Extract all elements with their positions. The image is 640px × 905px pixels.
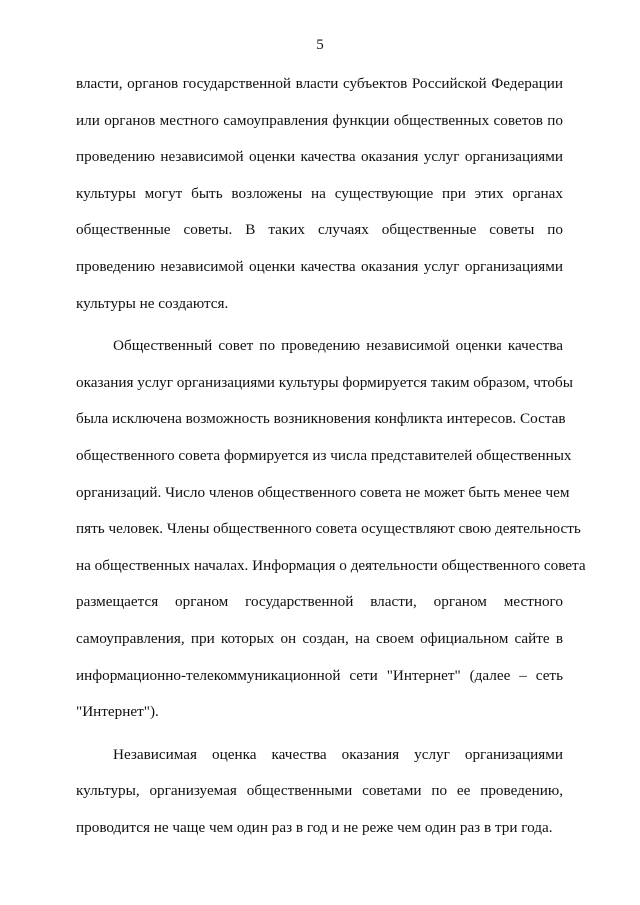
text-line: самоуправления, при которых он создан, на своем официальном сайте в bbox=[76, 629, 563, 647]
page-number: 5 bbox=[316, 37, 324, 53]
paragraph-2 bbox=[76, 335, 586, 738]
text-line: информационно-телекоммуникационной сети "Интернет" (далее – сеть bbox=[76, 666, 563, 684]
text-line: проводится не чаще чем один раз в год и не реже чем один раз в три года. bbox=[76, 818, 553, 836]
text-line: проведению независимой оценки качества оказания услуг организациями bbox=[76, 148, 563, 166]
text-line: "Интернет"). bbox=[76, 703, 159, 721]
text-line: была исключена возможность возникновения конфликта интересов. Состав bbox=[76, 410, 566, 428]
text-line: оказания услуг организациями культуры формируется таким образом, чтобы bbox=[76, 373, 573, 391]
text-line: проведению независимой оценки качества оказания услуг организациями bbox=[76, 257, 563, 275]
text-line: общественного совета формируется из числа представителей общественных bbox=[76, 446, 572, 464]
text-line: или органов местного самоуправления функции общественных советов по bbox=[76, 111, 563, 129]
document-body bbox=[76, 73, 586, 853]
text-line: пять человек. Члены общественного совета осуществляют свою деятельность bbox=[76, 520, 581, 538]
text-line: культуры, организуемая общественными советами по ее проведению, bbox=[76, 782, 563, 800]
text-line: культуры могут быть возложены на существующие при этих органах bbox=[76, 184, 563, 202]
text-line: культуры не создаются. bbox=[76, 294, 229, 312]
text-line: организаций. Число членов общественного совета не может быть менее чем bbox=[76, 483, 570, 501]
text-line: власти, органов государственной власти субъектов Российской Федерации bbox=[76, 75, 563, 92]
text-line: размещается органом государственной власти, органом местного bbox=[76, 593, 563, 611]
paragraph-1 bbox=[76, 73, 563, 329]
paragraph-3 bbox=[76, 744, 563, 854]
text-line: на общественных началах. Информация о деятельности общественного совета bbox=[76, 556, 586, 574]
text-line: общественные советы. В таких случаях общественные советы по bbox=[76, 221, 563, 239]
text-line: Общественный совет по проведению независимой оценки качества bbox=[113, 337, 563, 355]
text-line: Независимая оценка качества оказания услуг организациями bbox=[113, 745, 563, 763]
